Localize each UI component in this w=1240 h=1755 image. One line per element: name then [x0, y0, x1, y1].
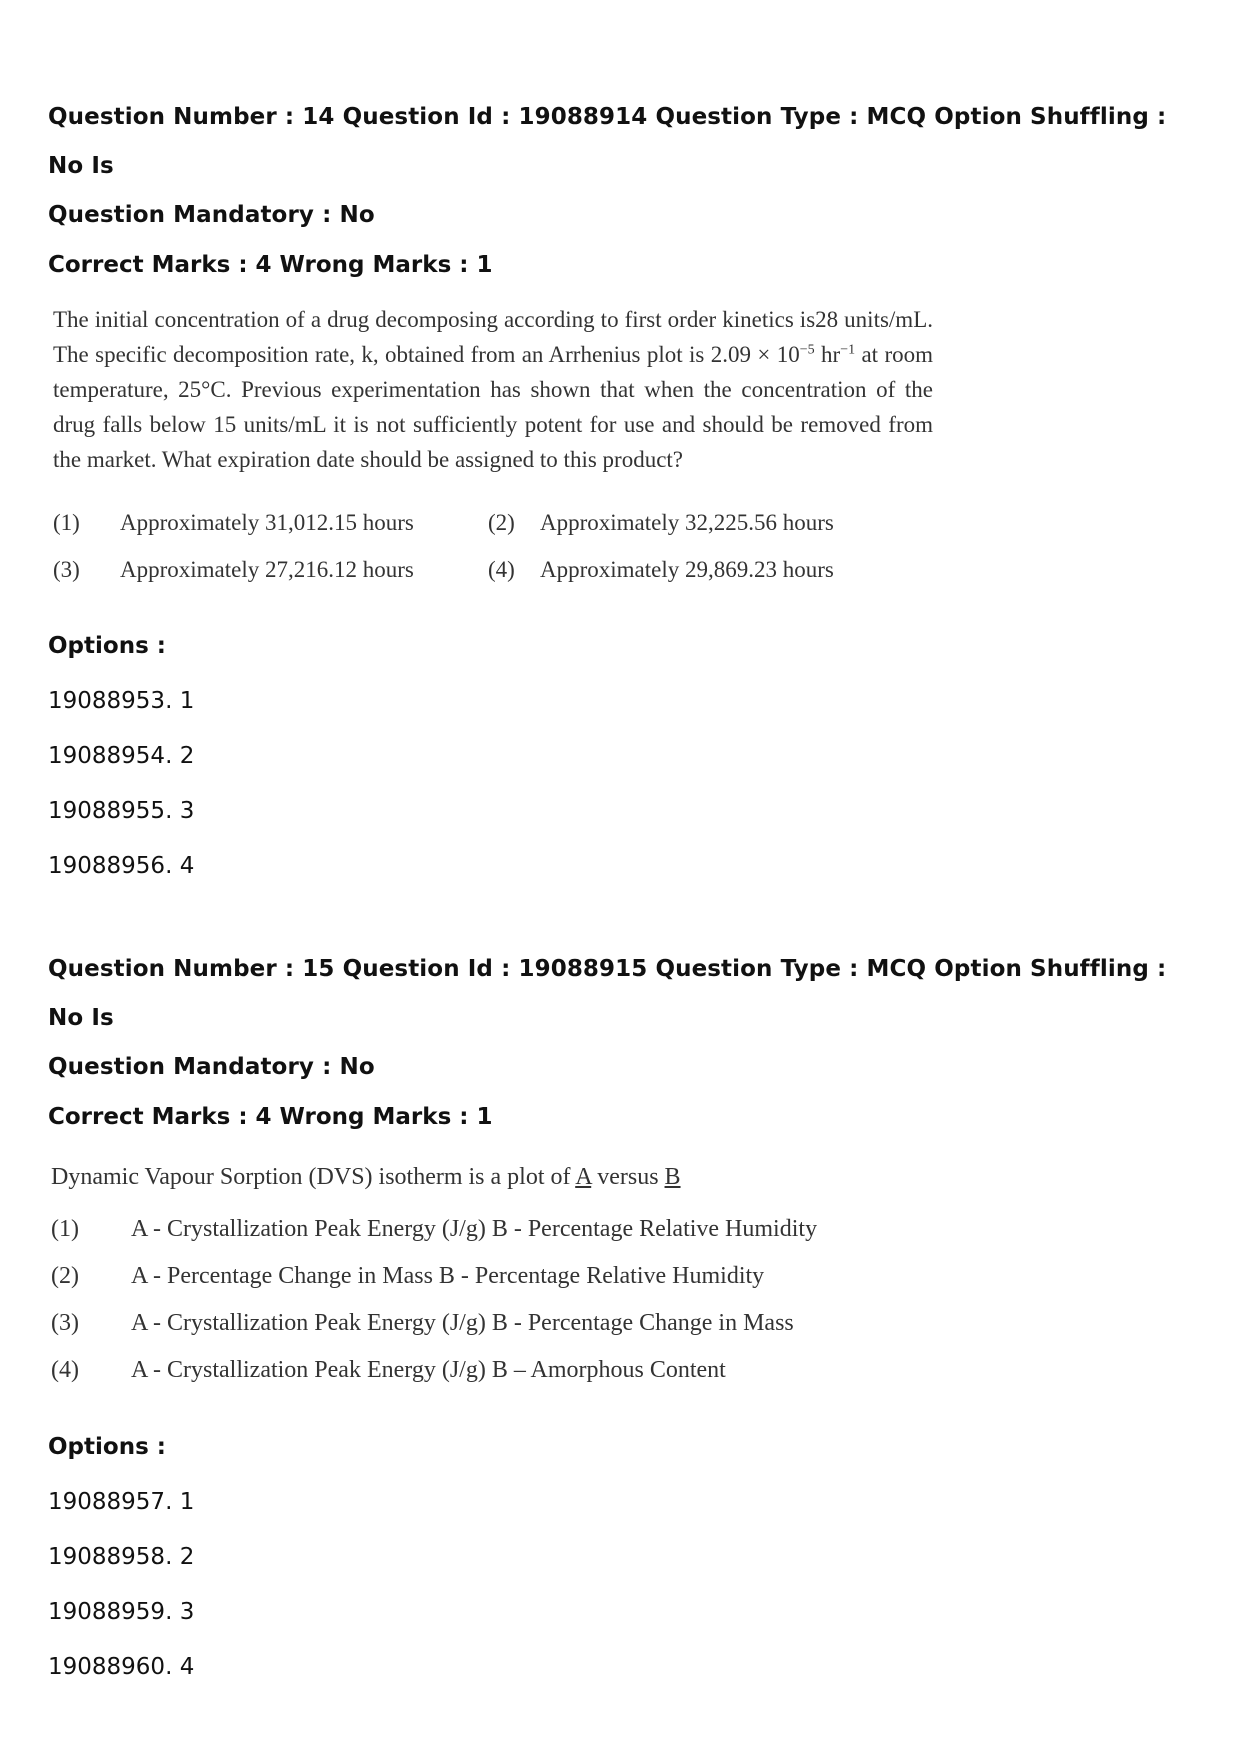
stem-text-mid: versus [591, 1164, 665, 1190]
option-item: 19088959. 3 [48, 1599, 195, 1625]
choice-text: Approximately 27,216.12 hours [120, 557, 414, 582]
marks-line: Correct Marks : 4 Wrong Marks : 1 [48, 252, 493, 278]
choice-row [53, 499, 1198, 546]
choice-number: (4) [51, 1357, 79, 1383]
choice-text: A - Percentage Change in Mass B - Percentage Relative Humidity [131, 1263, 765, 1289]
question-block-15 [48, 945, 1198, 1682]
choice-row [51, 1206, 1198, 1253]
choice-row [51, 1253, 1198, 1300]
choice-row [53, 546, 1198, 593]
choice-row [51, 1300, 1198, 1347]
stem-variable-b: B [664, 1164, 681, 1190]
option-item: 19088955. 3 [48, 798, 195, 824]
choice-number: (1) [51, 1216, 79, 1242]
stem-text-part1: Dynamic Vapour Sorption (DVS) isotherm is a plot of [51, 1164, 576, 1190]
question-stem [53, 302, 933, 477]
question-header-line2: Question Mandatory : No [48, 1054, 375, 1080]
options-label: Options : [48, 633, 166, 659]
stem-text-part3: at room temperature, 25°C. Previous experimentation has shown that when the concentration of the drug falls below 15 units/mL it is not sufficiently potent for use and should be removed from the market. What expiration date should be assigned to this product? [53, 342, 933, 472]
options-label: Options : [48, 1434, 166, 1460]
option-item: 19088957. 1 [48, 1489, 195, 1515]
question-header-line1: Question Number : 14 Question Id : 19088914 Question Type : MCQ Option Shuffling : No Is [48, 104, 1167, 179]
choice-grid [53, 499, 1198, 593]
choice-number: (2) [51, 1263, 79, 1289]
choice-number: (2) [488, 510, 515, 535]
stem-exponent-2: −1 [840, 342, 856, 358]
choice-number: (3) [53, 557, 80, 582]
choice-list [51, 1206, 1198, 1394]
option-item: 19088956. 4 [48, 853, 195, 879]
stem-exponent-1: −5 [799, 342, 815, 358]
question-header-line2: Question Mandatory : No [48, 202, 375, 228]
choice-text: Approximately 32,225.56 hours [540, 510, 834, 535]
option-item: 19088953. 1 [48, 688, 195, 714]
choice-text: Approximately 31,012.15 hours [120, 510, 414, 535]
stem-variable-a: A [575, 1164, 592, 1190]
choice-number: (1) [53, 510, 80, 535]
choice-text: A - Crystallization Peak Energy (J/g) B - Percentage Change in Mass [131, 1310, 794, 1336]
choice-text: Approximately 29,869.23 hours [540, 557, 834, 582]
choice-row [51, 1347, 1198, 1394]
option-item: 19088960. 4 [48, 1654, 195, 1680]
choice-text: A - Crystallization Peak Energy (J/g) B - Percentage Relative Humidity [131, 1216, 818, 1242]
marks-line: Correct Marks : 4 Wrong Marks : 1 [48, 1104, 493, 1130]
choice-text: A - Crystallization Peak Energy (J/g) B – Amorphous Content [131, 1357, 726, 1383]
stem-text-part1: The initial concentration of a drug decomposing according to first order kinetics is28 units/mL. The specific decomposition rate, k, obtained from an Arrhenius plot is 2.09 × 10 [53, 307, 933, 367]
question-stem [51, 1162, 1198, 1192]
option-item: 19088958. 2 [48, 1544, 195, 1570]
stem-text-part2: hr [814, 342, 841, 367]
choice-number: (3) [51, 1310, 79, 1336]
choice-number: (4) [488, 557, 515, 582]
question-block-14 [48, 93, 1198, 881]
option-item: 19088954. 2 [48, 743, 195, 769]
question-header-line1: Question Number : 15 Question Id : 19088915 Question Type : MCQ Option Shuffling : No Is [48, 956, 1167, 1031]
